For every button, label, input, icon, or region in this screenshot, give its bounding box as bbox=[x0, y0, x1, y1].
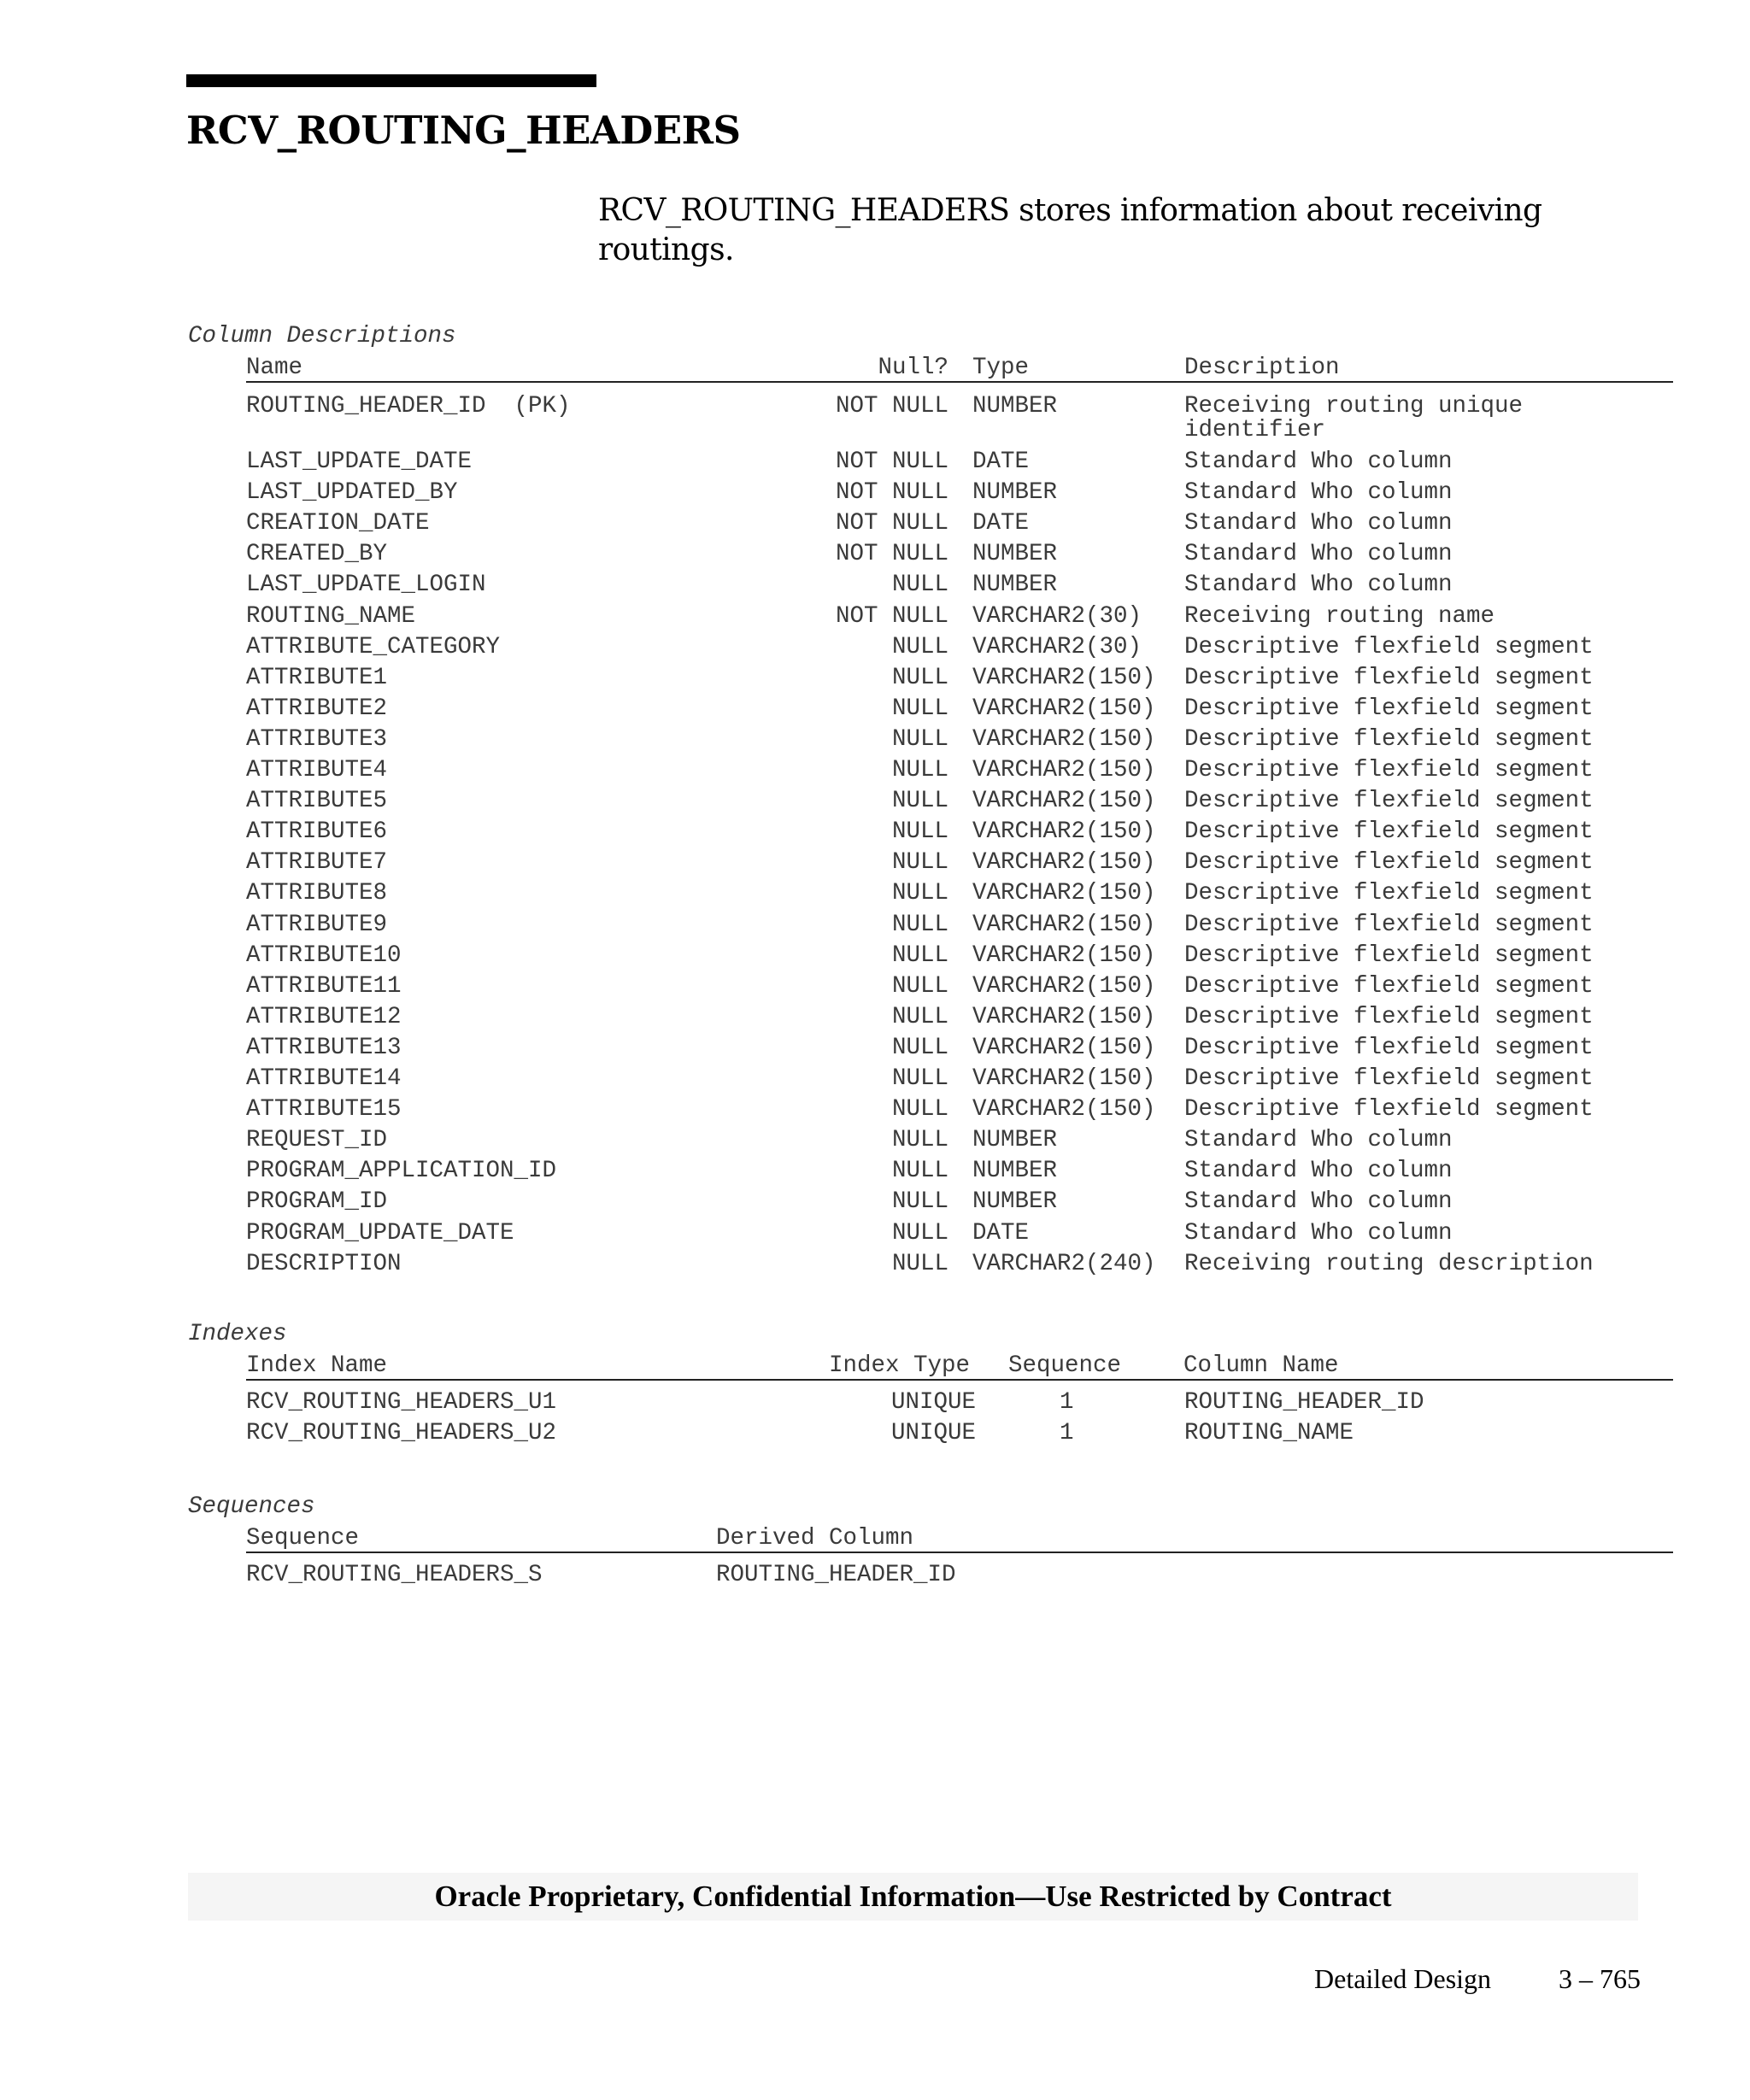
column-name: ATTRIBUTE13 bbox=[246, 1034, 402, 1061]
table-row bbox=[0, 757, 1750, 788]
column-description: Standard Who column bbox=[1184, 541, 1453, 568]
column-name: ATTRIBUTE5 bbox=[246, 788, 388, 815]
table-row bbox=[0, 449, 1750, 479]
table-row bbox=[0, 726, 1750, 757]
column-name: ATTRIBUTE10 bbox=[246, 941, 402, 969]
column-name: LAST_UPDATED_BY bbox=[246, 479, 458, 507]
column-type: VARCHAR2(30) bbox=[972, 602, 1142, 630]
column-description: Descriptive flexfield segment bbox=[1184, 788, 1594, 815]
col-header-description: Description bbox=[1184, 355, 1340, 381]
index-header-type: Index Type bbox=[829, 1352, 971, 1379]
table-row bbox=[0, 1158, 1750, 1188]
table-row bbox=[0, 912, 1750, 942]
table-row bbox=[0, 1420, 1750, 1451]
column-type: VARCHAR2(150) bbox=[972, 788, 1156, 815]
page-title: RCV_ROUTING_HEADERS bbox=[186, 108, 741, 153]
index-sequence: 1 bbox=[1060, 1389, 1074, 1416]
column-null: NOT NULL bbox=[835, 393, 948, 419]
column-type: VARCHAR2(150) bbox=[972, 725, 1156, 753]
column-name: LAST_UPDATE_DATE bbox=[246, 449, 473, 475]
column-description: Receiving routing unique bbox=[1184, 393, 1524, 419]
table-row bbox=[0, 818, 1750, 849]
column-name: CREATED_BY bbox=[246, 541, 388, 568]
table-row bbox=[0, 510, 1750, 541]
column-null: NULL bbox=[891, 1188, 948, 1216]
column-description: Standard Who column bbox=[1184, 1219, 1453, 1247]
table-row bbox=[0, 634, 1750, 665]
column-type: VARCHAR2(150) bbox=[972, 911, 1156, 938]
column-null: NULL bbox=[891, 849, 948, 877]
column-type: VARCHAR2(150) bbox=[972, 695, 1156, 722]
column-type: NUMBER bbox=[972, 1158, 1058, 1185]
column-type: NUMBER bbox=[972, 1127, 1058, 1154]
table-intro: RCV_ROUTING_HEADERS stores information about receiving routings. bbox=[598, 193, 1542, 267]
column-null: NULL bbox=[891, 941, 948, 969]
sequence-header-derived: Derived Column bbox=[716, 1525, 914, 1552]
column-null: NULL bbox=[891, 757, 948, 783]
index-name: RCV_ROUTING_HEADERS_U1 bbox=[246, 1389, 557, 1416]
column-name: ATTRIBUTE1 bbox=[246, 664, 388, 691]
column-null: NULL bbox=[891, 972, 948, 1000]
column-null: NULL bbox=[891, 633, 948, 660]
column-name: ATTRIBUTE8 bbox=[246, 880, 388, 907]
column-type: VARCHAR2(150) bbox=[972, 1003, 1156, 1030]
column-null: NULL bbox=[891, 572, 948, 599]
table-row bbox=[0, 1562, 1750, 1593]
column-description: Standard Who column bbox=[1184, 1158, 1453, 1185]
column-name: ATTRIBUTE12 bbox=[246, 1003, 402, 1030]
table-row bbox=[0, 665, 1750, 695]
table-row bbox=[0, 695, 1750, 726]
column-type: VARCHAR2(150) bbox=[972, 1065, 1156, 1092]
column-name: ATTRIBUTE9 bbox=[246, 911, 388, 938]
column-type: VARCHAR2(150) bbox=[972, 1096, 1156, 1123]
column-null: NOT NULL bbox=[835, 541, 948, 568]
indexes-title: Indexes bbox=[188, 1321, 287, 1347]
column-description: Descriptive flexfield segment bbox=[1184, 880, 1594, 907]
column-description: Descriptive flexfield segment bbox=[1184, 757, 1594, 783]
col-header-type: Type bbox=[972, 355, 1030, 381]
column-name: CREATION_DATE bbox=[246, 510, 430, 537]
column-null: NULL bbox=[891, 1127, 948, 1154]
table-row bbox=[0, 393, 1750, 443]
table-row bbox=[0, 1035, 1750, 1065]
index-sequence: 1 bbox=[1060, 1420, 1074, 1446]
column-name: ATTRIBUTE11 bbox=[246, 972, 402, 1000]
column-null: NULL bbox=[891, 788, 948, 815]
column-description: Descriptive flexfield segment bbox=[1184, 725, 1594, 753]
column-name: ATTRIBUTE15 bbox=[246, 1096, 402, 1123]
index-column-name: ROUTING_NAME bbox=[1184, 1420, 1354, 1446]
footer-section-name: Detailed Design bbox=[1314, 1963, 1492, 1994]
column-null: NULL bbox=[891, 1219, 948, 1247]
column-null: NOT NULL bbox=[835, 510, 948, 537]
column-description: Descriptive flexfield segment bbox=[1184, 941, 1594, 969]
table-row bbox=[0, 603, 1750, 634]
sequence-name: RCV_ROUTING_HEADERS_S bbox=[246, 1562, 543, 1588]
column-type: NUMBER bbox=[972, 393, 1058, 419]
column-null: NOT NULL bbox=[835, 602, 948, 630]
table-row bbox=[0, 1065, 1750, 1096]
table-row bbox=[0, 541, 1750, 572]
column-null: NOT NULL bbox=[835, 479, 948, 507]
column-description: Descriptive flexfield segment bbox=[1184, 633, 1594, 660]
column-name: PROGRAM_ID bbox=[246, 1188, 388, 1216]
column-name: DESCRIPTION bbox=[246, 1250, 402, 1277]
column-null: NULL bbox=[891, 1096, 948, 1123]
table-row bbox=[0, 1220, 1750, 1251]
column-name: ROUTING_NAME bbox=[246, 602, 416, 630]
column-type: NUMBER bbox=[972, 541, 1058, 568]
column-type: VARCHAR2(150) bbox=[972, 880, 1156, 907]
column-type: VARCHAR2(150) bbox=[972, 972, 1156, 1000]
columns-header-rule bbox=[246, 381, 1673, 383]
table-row bbox=[0, 788, 1750, 818]
column-name: LAST_UPDATE_LOGIN bbox=[246, 572, 486, 599]
column-description: Descriptive flexfield segment bbox=[1184, 1096, 1594, 1123]
index-header-column: Column Name bbox=[1183, 1352, 1339, 1379]
table-row bbox=[0, 1389, 1750, 1420]
column-description: Descriptive flexfield segment bbox=[1184, 1003, 1594, 1030]
column-type: DATE bbox=[972, 449, 1030, 475]
column-description: Standard Who column bbox=[1184, 1127, 1453, 1154]
column-type: DATE bbox=[972, 510, 1030, 537]
col-header-null: Null? bbox=[878, 355, 948, 381]
index-type: UNIQUE bbox=[890, 1420, 976, 1446]
index-type: UNIQUE bbox=[890, 1389, 976, 1416]
column-type: VARCHAR2(240) bbox=[972, 1250, 1156, 1277]
column-name: ATTRIBUTE4 bbox=[246, 757, 388, 783]
column-name: PROGRAM_UPDATE_DATE bbox=[246, 1219, 514, 1247]
table-row bbox=[0, 572, 1750, 602]
column-description: Standard Who column bbox=[1184, 1188, 1453, 1216]
table-row bbox=[0, 1188, 1750, 1219]
page-number: 3 – 765 bbox=[1559, 1963, 1641, 1994]
column-description: Standard Who column bbox=[1184, 449, 1453, 475]
column-null: NULL bbox=[891, 1065, 948, 1092]
column-null: NULL bbox=[891, 695, 948, 722]
column-null: NULL bbox=[891, 911, 948, 938]
column-description: Descriptive flexfield segment bbox=[1184, 849, 1594, 877]
column-name: ATTRIBUTE14 bbox=[246, 1065, 402, 1092]
index-column-name: ROUTING_HEADER_ID bbox=[1184, 1389, 1424, 1416]
column-type: VARCHAR2(30) bbox=[972, 633, 1142, 660]
index-name: RCV_ROUTING_HEADERS_U2 bbox=[246, 1420, 557, 1446]
title-rule bbox=[186, 74, 596, 87]
column-description: Descriptive flexfield segment bbox=[1184, 695, 1594, 722]
column-description: Descriptive flexfield segment bbox=[1184, 818, 1594, 846]
sequence-header-sequence: Sequence bbox=[246, 1525, 360, 1552]
table-row bbox=[0, 1251, 1750, 1282]
column-description: Standard Who column bbox=[1184, 479, 1453, 507]
indexes-header-rule bbox=[246, 1379, 1673, 1381]
column-name: ATTRIBUTE_CATEGORY bbox=[246, 633, 501, 660]
table-row bbox=[0, 849, 1750, 880]
col-header-name: Name bbox=[246, 355, 303, 381]
confidential-notice: Oracle Proprietary, Confidential Information––Use Restricted by Contract bbox=[434, 1880, 1392, 1913]
column-name: ATTRIBUTE6 bbox=[246, 818, 388, 846]
column-type: VARCHAR2(150) bbox=[972, 941, 1156, 969]
table-row bbox=[0, 880, 1750, 911]
column-name: ATTRIBUTE3 bbox=[246, 725, 388, 753]
table-row bbox=[0, 1096, 1750, 1127]
column-description: Standard Who column bbox=[1184, 510, 1453, 537]
column-null: NULL bbox=[891, 880, 948, 907]
column-null: NULL bbox=[891, 1034, 948, 1061]
index-header-sequence: Sequence bbox=[1008, 1352, 1122, 1379]
column-description: Descriptive flexfield segment bbox=[1184, 1034, 1594, 1061]
column-type: VARCHAR2(150) bbox=[972, 818, 1156, 846]
table-row bbox=[0, 479, 1750, 510]
column-type: NUMBER bbox=[972, 479, 1058, 507]
column-type: DATE bbox=[972, 1219, 1030, 1247]
table-row bbox=[0, 1127, 1750, 1158]
column-name: ROUTING_HEADER_ID (PK) bbox=[246, 393, 571, 419]
column-name: PROGRAM_APPLICATION_ID bbox=[246, 1158, 557, 1185]
column-null: NULL bbox=[891, 1250, 948, 1277]
column-name: ATTRIBUTE2 bbox=[246, 695, 388, 722]
column-null: NULL bbox=[891, 818, 948, 846]
table-row bbox=[0, 1004, 1750, 1035]
column-null: NULL bbox=[891, 664, 948, 691]
column-null: NULL bbox=[891, 725, 948, 753]
column-name: REQUEST_ID bbox=[246, 1127, 388, 1154]
column-type: NUMBER bbox=[972, 1188, 1058, 1216]
column-description: Receiving routing name bbox=[1184, 602, 1495, 630]
column-null: NULL bbox=[891, 1158, 948, 1185]
sequences-header-rule bbox=[246, 1552, 1673, 1553]
confidential-banner bbox=[188, 1873, 1638, 1921]
column-null: NULL bbox=[891, 1003, 948, 1030]
column-type: NUMBER bbox=[972, 572, 1058, 599]
column-type: VARCHAR2(150) bbox=[972, 757, 1156, 783]
column-description: Descriptive flexfield segment bbox=[1184, 911, 1594, 938]
column-description: Receiving routing description bbox=[1184, 1250, 1594, 1277]
column-description: Descriptive flexfield segment bbox=[1184, 664, 1594, 691]
column-type: VARCHAR2(150) bbox=[972, 849, 1156, 877]
column-null: NOT NULL bbox=[835, 449, 948, 475]
sequences-title: Sequences bbox=[188, 1493, 315, 1520]
table-row bbox=[0, 942, 1750, 973]
column-description: Standard Who column bbox=[1184, 572, 1453, 599]
column-name: ATTRIBUTE7 bbox=[246, 849, 388, 877]
index-header-name: Index Name bbox=[246, 1352, 388, 1379]
column-description-continued: identifier bbox=[1184, 417, 1326, 443]
column-type: VARCHAR2(150) bbox=[972, 1034, 1156, 1061]
table-row bbox=[0, 973, 1750, 1004]
sequence-derived-column: ROUTING_HEADER_ID bbox=[716, 1562, 956, 1588]
column-description: Descriptive flexfield segment bbox=[1184, 972, 1594, 1000]
column-description: Descriptive flexfield segment bbox=[1184, 1065, 1594, 1092]
column-type: VARCHAR2(150) bbox=[972, 664, 1156, 691]
column-descriptions-title: Column Descriptions bbox=[188, 323, 456, 349]
